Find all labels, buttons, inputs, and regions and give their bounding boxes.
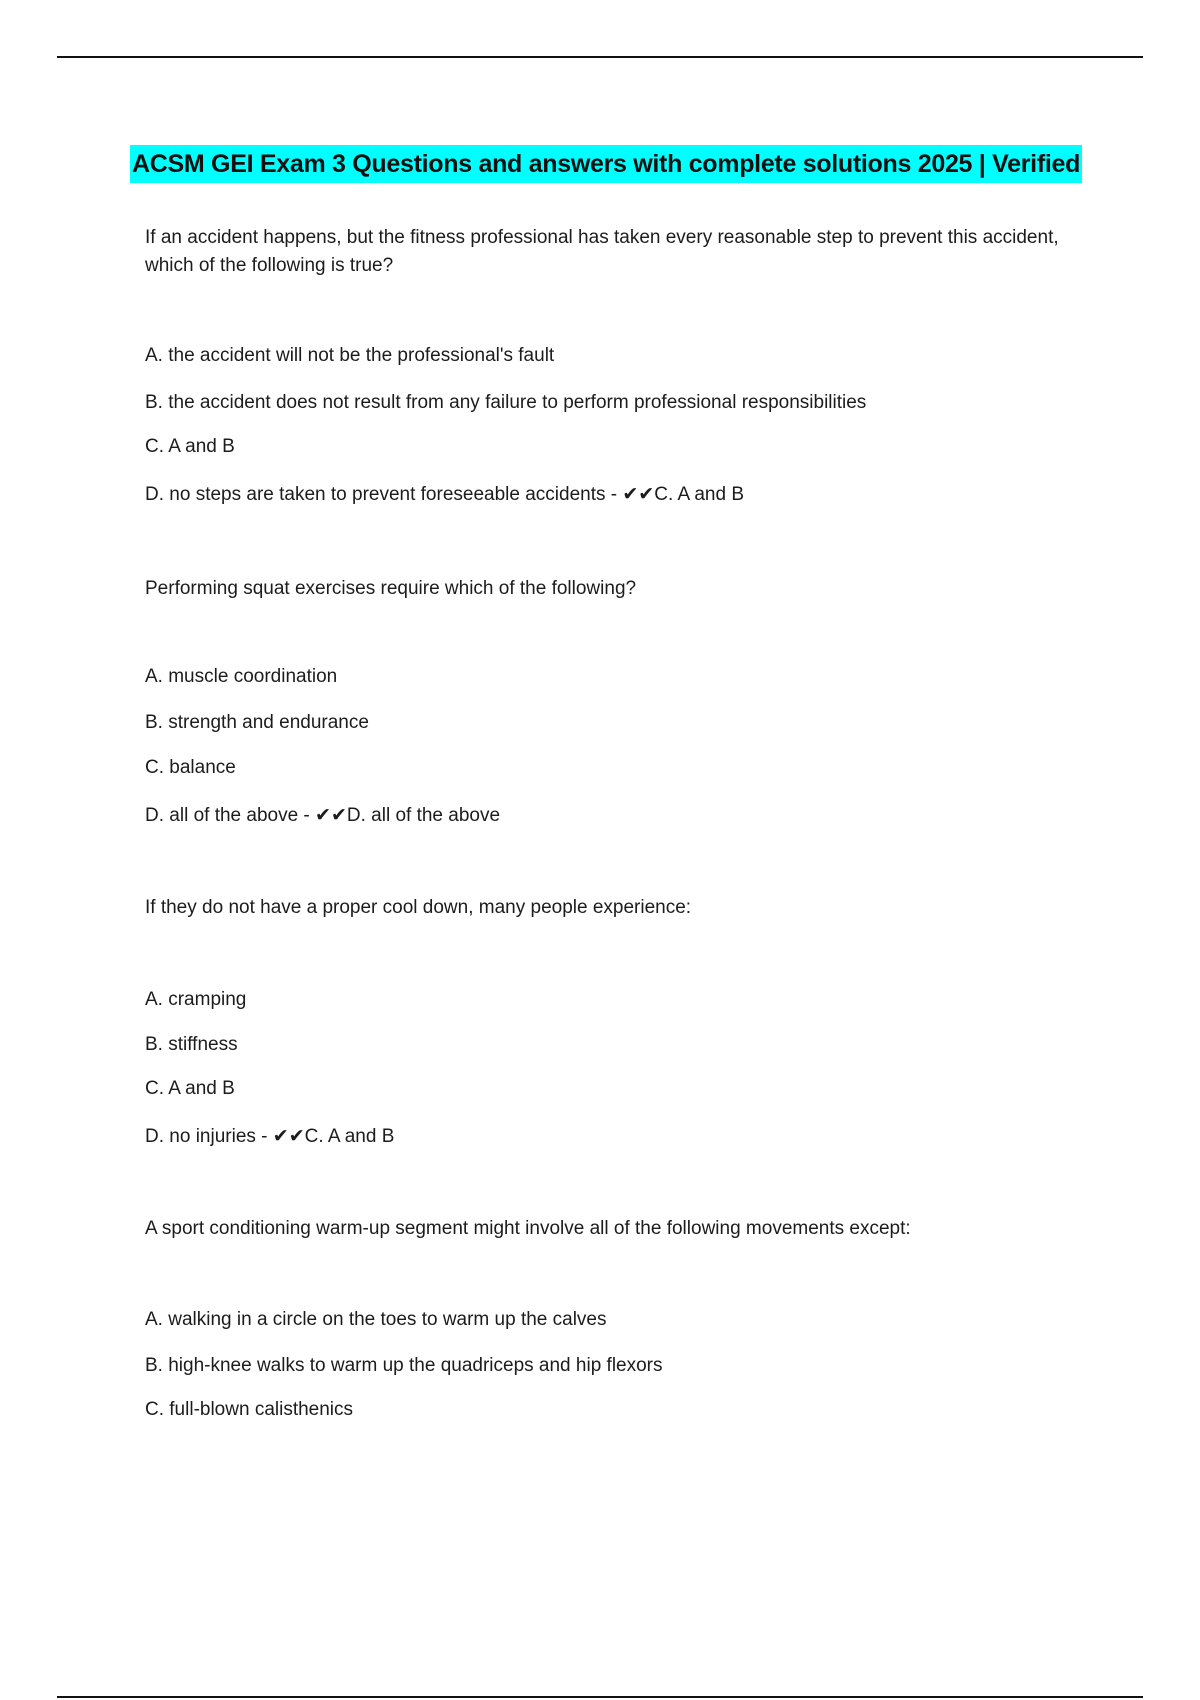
bottom-rule <box>57 1696 1143 1698</box>
answer-option: A. the accident will not be the professional's fault <box>145 345 555 366</box>
answer-option: A. muscle coordination <box>145 666 338 687</box>
answer-option: B. high-knee walks to warm up the quadriceps and hip flexors <box>145 1355 663 1376</box>
top-rule <box>57 56 1143 58</box>
question-block-2 <box>145 575 1065 603</box>
question-prompt: Performing squat exercises require which of the following? <box>145 578 637 599</box>
answer-option: C. full-blown calisthenics <box>145 1399 354 1420</box>
question-block-4 <box>145 1215 1065 1243</box>
answer-option: B. stiffness <box>145 1034 238 1055</box>
answer-option: A. cramping <box>145 989 247 1010</box>
answer-option: A. walking in a circle on the toes to warm up the calves <box>145 1309 607 1330</box>
question-block-3 <box>145 894 1065 922</box>
answer-option: B. the accident does not result from any failure to perform professional responsibilities <box>145 392 867 413</box>
question-prompt: If they do not have a proper cool down, many people experience: <box>145 897 692 918</box>
answer-option-with-solution: D. no steps are taken to prevent foreseeable accidents - ✔✔C. A and B <box>145 484 745 505</box>
question-block-1 <box>145 224 1065 280</box>
answer-option-with-solution: D. all of the above - ✔✔D. all of the above <box>145 805 501 826</box>
title-container <box>130 145 1095 183</box>
answer-option-with-solution: D. no injuries - ✔✔C. A and B <box>145 1126 395 1147</box>
answer-option: C. A and B <box>145 1078 235 1099</box>
question-prompt: If an accident happens, but the fitness professional has taken every reasonable step to prevent this accident, which of the following is true? <box>145 227 1059 276</box>
answer-option: C. A and B <box>145 436 235 457</box>
answer-option: C. balance <box>145 757 236 778</box>
answer-option: B. strength and endurance <box>145 712 369 733</box>
question-prompt: A sport conditioning warm-up segment might involve all of the following movements except: <box>145 1218 911 1239</box>
document-title: ACSM GEI Exam 3 Questions and answers with complete solutions 2025 | Verified <box>130 145 1082 183</box>
